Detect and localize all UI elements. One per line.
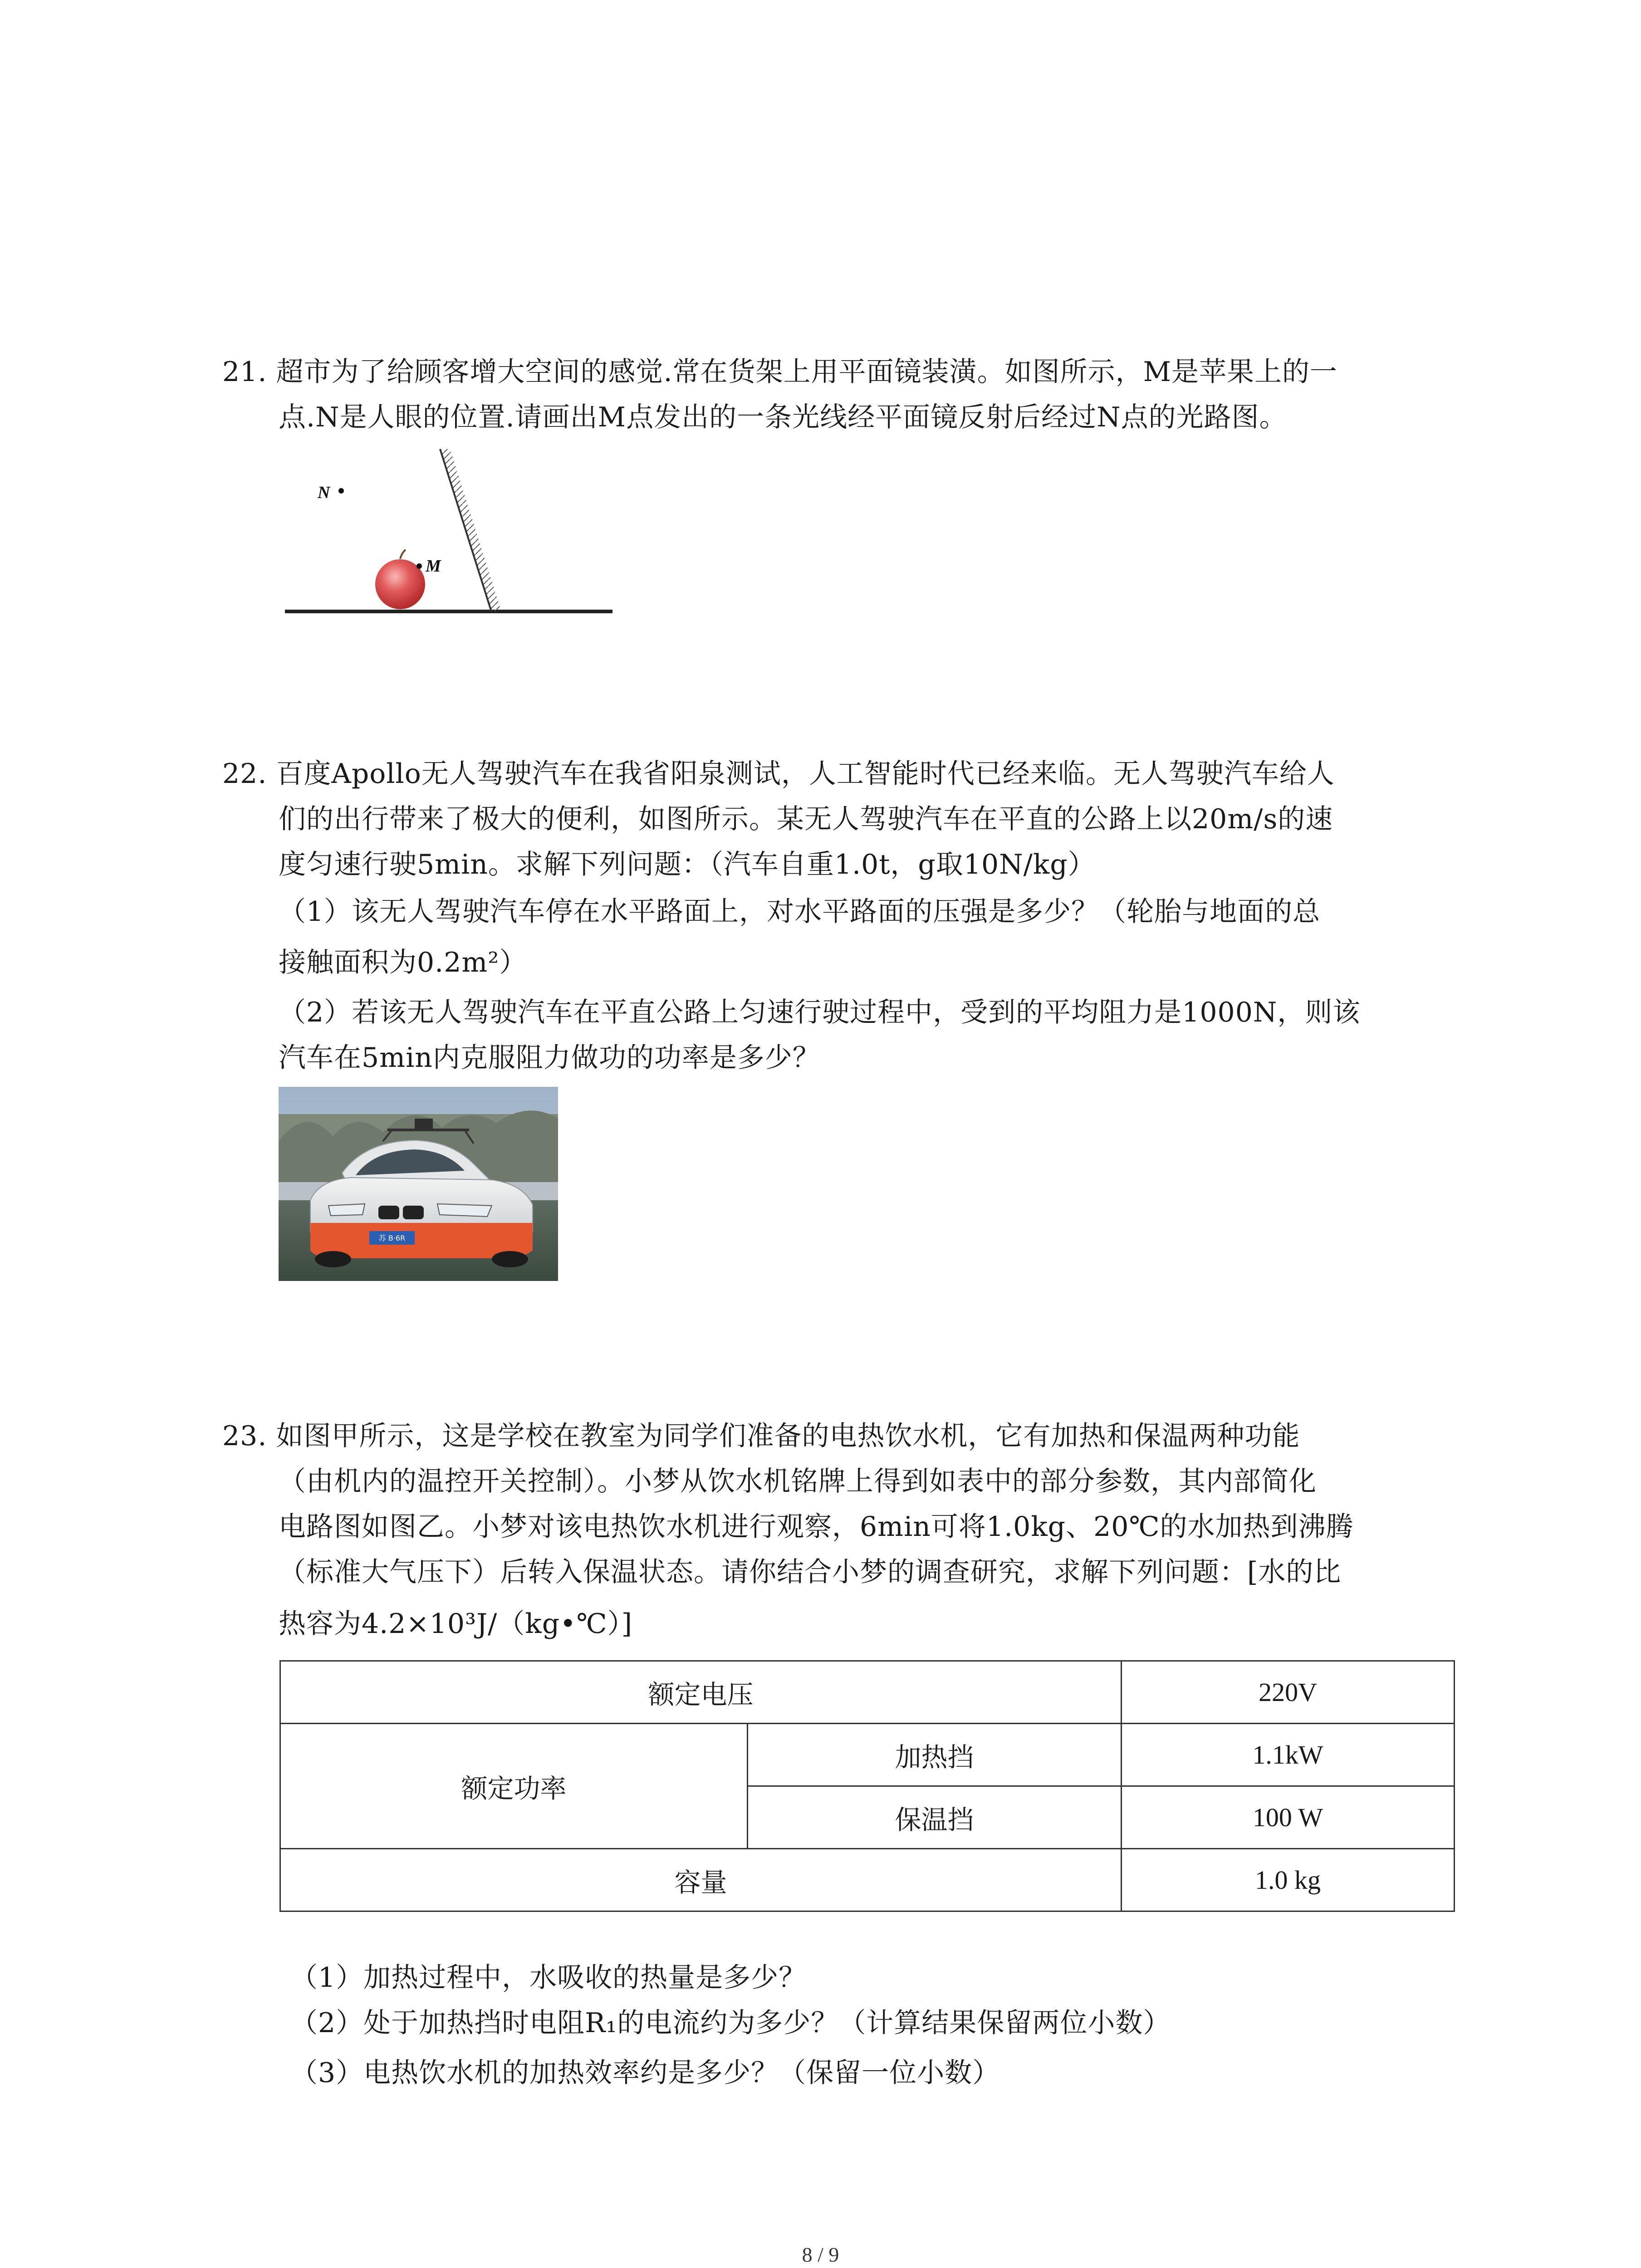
q23-text-line-5: 热容为4.2×10³J/（kg•℃）]: [279, 1608, 633, 1640]
q23-text-line-2: （由机内的温控开关控制）。小梦从饮水机铭牌上得到如表中的部分参数，其内部简化: [279, 1466, 1317, 1497]
q23-text-line-1: 23. 如图甲所示，这是学校在教室为同学们准备的电热饮水机，它有加热和保温两种功能: [222, 1420, 1300, 1452]
page-number: 8 / 9: [802, 2243, 839, 2266]
capacity-value: 1.0 kg: [1122, 1849, 1455, 1911]
q23-text-line-3: 电路图如图乙。小梦对该电热饮水机进行观察，6min可将1.0kg、20℃的水加热到沸腾: [279, 1511, 1354, 1543]
q23-sub-question-2: （2）处于加热挡时电阻R₁的电流约为多少？（计算结果保留两位小数）: [290, 2007, 1171, 2039]
apple-icon: [375, 550, 425, 609]
rated-voltage-label: 额定电压: [280, 1661, 1122, 1724]
q23-sub-question-3: （3）电热饮水机的加热效率约是多少？（保留一位小数）: [290, 2057, 1000, 2089]
q22-sub-question-2: （2）若该无人驾驶汽车在平直公路上匀速行驶过程中，受到的平均阻力是1000N，则该: [279, 997, 1361, 1028]
q23-sub-question-1: （1）加热过程中，水吸收的热量是多少？: [290, 1962, 807, 1994]
q21-mirror-figure: [272, 440, 626, 621]
heating-mode-value: 1.1kW: [1122, 1724, 1455, 1786]
q21-text-line-1: 21. 超市为了给顾客增大空间的感觉.常在货架上用平面镜装潢。如图所示，M是苹果上的一: [222, 356, 1337, 388]
q23-text-line-4: （标准大气压下）后转入保温状态。请你结合小梦的调查研究，求解下列问题：[水的比: [279, 1556, 1342, 1588]
plane-mirror: [440, 449, 501, 611]
q22-sub-question-1: （1）该无人驾驶汽车停在水平路面上，对水平路面的压强是多少？（轮胎与地面的总: [279, 896, 1321, 928]
q21-text-line-2: 点.N是人眼的位置.请画出M点发出的一条光线经平面镜反射后经过N点的光路图。: [279, 401, 1287, 433]
spec-table: [279, 1660, 1455, 1912]
rated-voltage-value: 220V: [1122, 1661, 1455, 1724]
q22-sub-question-2-cont: 汽车在5min内克服阻力做功的功率是多少？: [279, 1042, 820, 1074]
rated-power-label: 额定功率: [280, 1724, 748, 1849]
q22-sub-question-1-cont: 接触面积为0.2m²）: [279, 947, 527, 978]
warm-mode-value: 100 W: [1122, 1786, 1455, 1849]
warm-mode-label: 保温挡: [748, 1786, 1122, 1849]
heating-mode-label: 加热挡: [748, 1724, 1122, 1786]
label-n: N: [318, 483, 330, 502]
q22-car-photo: [279, 1087, 558, 1281]
q22-text-line-3: 度匀速行驶5min。求解下列问题：（汽车自重1.0t，g取10N/kg）: [279, 849, 1096, 880]
point-n: [338, 488, 344, 494]
capacity-label: 容量: [280, 1849, 1122, 1911]
q22-text-line-2: 们的出行带来了极大的便利，如图所示。某无人驾驶汽车在平直的公路上以20m/s的速: [279, 803, 1333, 835]
q22-text-line-1: 22. 百度Apollo无人驾驶汽车在我省阳泉测试，人工智能时代已经来临。无人驾驶汽车给人: [222, 758, 1335, 790]
license-plate: 苏 B·6R: [378, 1234, 406, 1242]
label-m: M: [426, 557, 441, 576]
point-m: [416, 563, 422, 569]
